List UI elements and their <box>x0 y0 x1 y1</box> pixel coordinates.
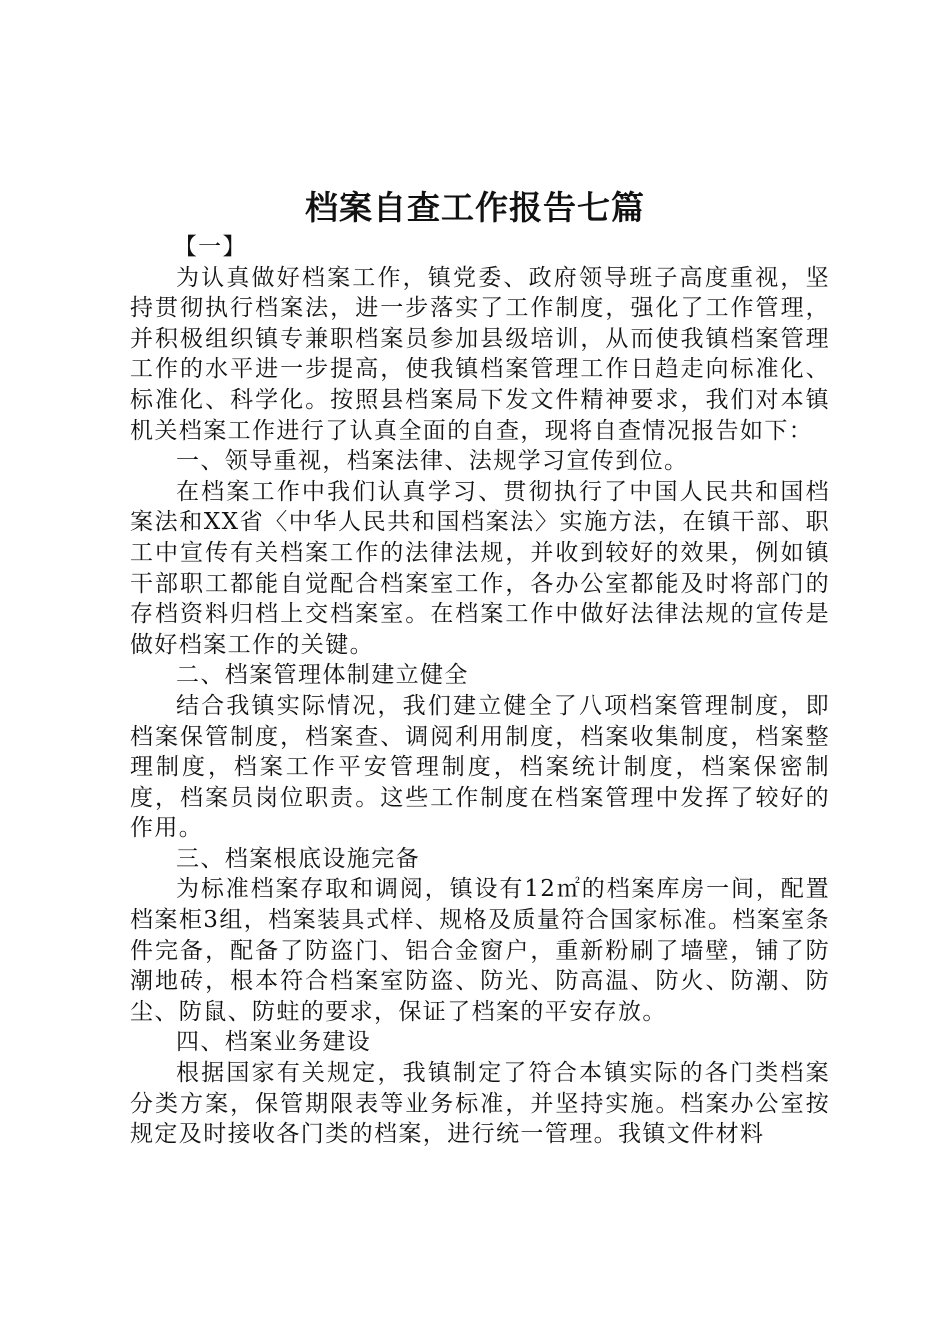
heading-management-system: 二、档案管理体制建立健全 <box>176 662 469 689</box>
document-title: 档案自查工作报告七篇 <box>305 188 645 227</box>
heading-facilities: 三、档案根底设施完备 <box>176 845 420 872</box>
paragraph-intro: 为认真做好档案工作，镇党委、政府领导班子高度重视，坚持贯彻执行档案法，进一步落实了工作制度，强化了工作管理，并积极组织镇专兼职档案员参加县级培训，从而使我镇档案管理工作的水平进一步提高，使我镇档案管理工作日趋走向标准化、标准化、科学化。按照县档案局下发文件精神要求，我们对本镇机关档案工作进行了认真全面的自查，现将自查情况报告如下： <box>130 264 830 444</box>
paragraph-business: 根据国家有关规定，我镇制定了符合本镇实际的各门类档案分类方案，保管期限表等业务标准，并坚持实施。档案办公室按规定及时接收各门类的档案，进行统一管理。我镇文件材料 <box>130 1060 830 1148</box>
section-marker: 【一】 <box>173 234 247 260</box>
paragraph-facilities: 为标准档案存取和调阅，镇设有12㎡的档案库房一间，配置档案柜3组，档案装具式样、规格及质量符合国家标准。档案室条件完备，配备了防盗门、铝合金窗户，重新粉刷了墙壁，铺了防潮地砖，根本符合档案室防盗、防光、防高温、防火、防潮、防尘、防鼠、防蛀的要求，保证了档案的平安存放。 <box>130 876 830 1025</box>
heading-business: 四、档案业务建设 <box>176 1029 372 1056</box>
paragraph-leadership: 在档案工作中我们认真学习、贯彻执行了中国人民共和国档案法和XX省〈中华人民共和国档案法〉实施方法，在镇干部、职工中宣传有关档案工作的法律法规，并收到较好的效果，例如镇干部职工都能自觉配合档案室工作，各办公室都能及时将部门的存档资料归档上交档案室。在档案工作中做好法律法规的宣传是做好档案工作的关键。 <box>130 478 830 658</box>
paragraph-management-system: 结合我镇实际情况，我们建立健全了八项档案管理制度，即档案保管制度，档案查、调阅利用制度，档案收集制度，档案整理制度，档案工作平安管理制度，档案统计制度，档案保密制度，档案员岗位职责。这些工作制度在档案管理中发挥了较好的作用。 <box>130 692 830 842</box>
heading-leadership: 一、领导重视，档案法律、法规学习宣传到位。 <box>176 448 689 475</box>
document-body <box>130 232 830 1150</box>
